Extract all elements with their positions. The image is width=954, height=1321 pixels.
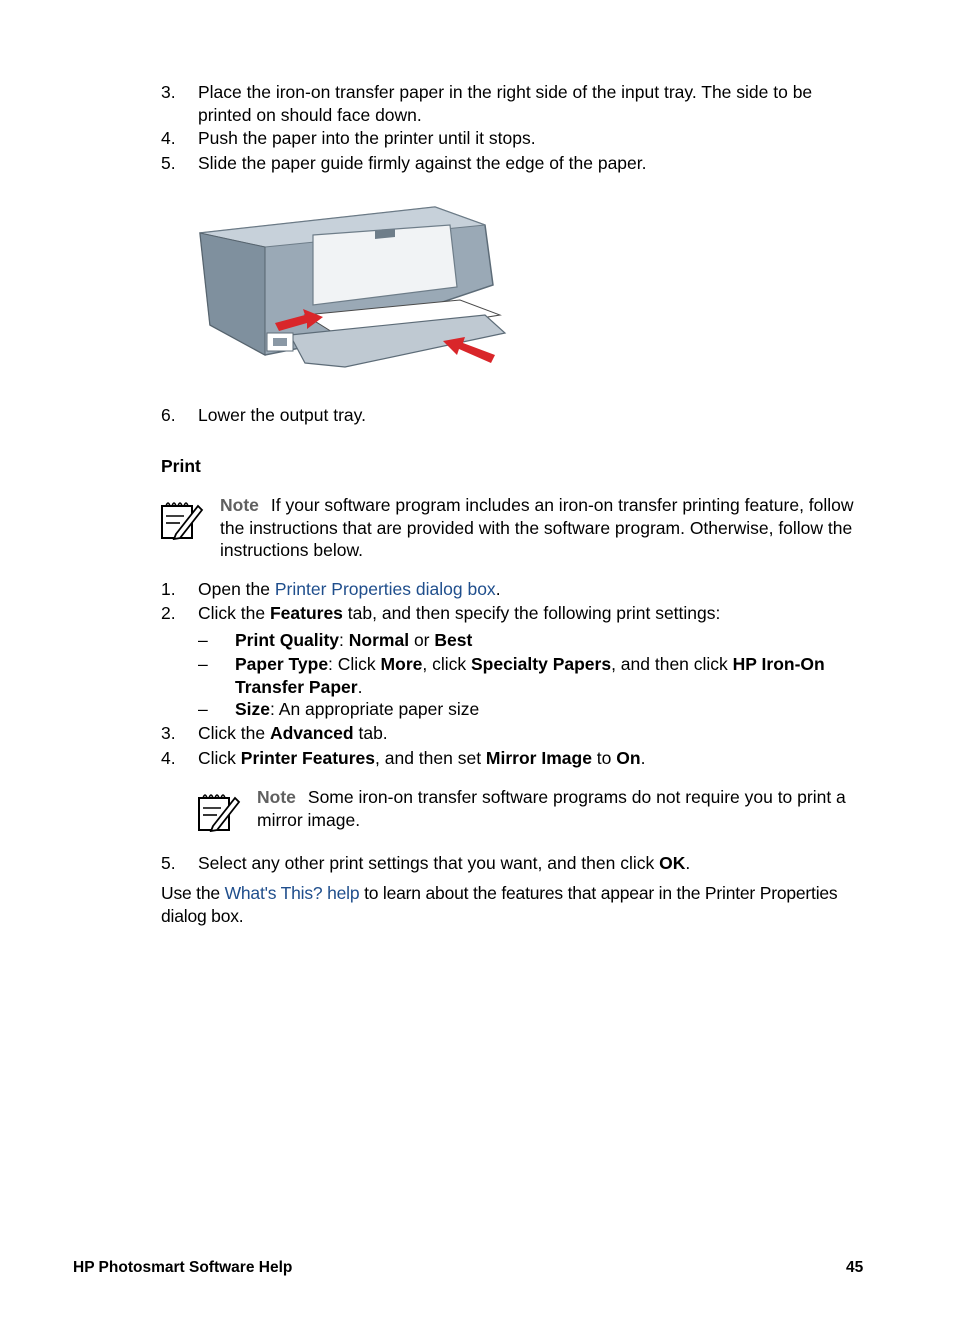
text-run: . <box>495 579 501 599</box>
step-text: Place the iron-on transfer paper in the right side of the input tray. The side to be printed on should face down. <box>198 82 813 125</box>
setting-text <box>235 629 875 652</box>
note-icon <box>160 498 204 540</box>
page-number: 45 <box>846 1259 864 1276</box>
footer-title: HP Photosmart Software Help <box>73 1259 293 1276</box>
text-run: : Click <box>328 654 381 674</box>
step-text <box>198 722 868 745</box>
note-text: If your software program includes an iron-on transfer printing feature, follow the instructions that are provided with the software program. Otherwise, follow the instructions below. <box>220 495 854 560</box>
bold-term: Normal <box>348 630 410 650</box>
step-number: 3. <box>161 723 176 743</box>
setting-text <box>235 653 875 698</box>
note-text: Some iron-on transfer software programs do not require you to print a mirror image. <box>257 787 846 830</box>
whats-this-help-link[interactable]: What's This? help <box>224 883 360 903</box>
step-text <box>198 602 868 625</box>
bold-term: Specialty Papers <box>470 654 612 674</box>
text-run: Select any other print settings that you want, and then click <box>198 853 660 873</box>
step-number: 5. <box>161 153 176 173</box>
dash-bullet: – <box>198 654 208 674</box>
bold-term: Features <box>269 603 343 623</box>
text-run: : <box>339 630 349 650</box>
setting-text <box>235 698 875 721</box>
text-run: Click <box>198 748 241 768</box>
bold-term: Paper Type <box>235 654 329 674</box>
text-run: Click the <box>198 603 270 623</box>
bold-term: Mirror Image <box>485 748 592 768</box>
step-text <box>198 578 868 601</box>
text-run: , and then click <box>611 654 733 674</box>
closing-paragraph <box>161 882 873 927</box>
note-label: Note <box>220 495 259 515</box>
note-icon <box>197 790 241 832</box>
text-run: , click <box>422 654 471 674</box>
step-number: 2. <box>161 603 176 623</box>
step-text: Slide the paper guide firmly against the edge of the paper. <box>198 153 647 173</box>
step-number: 5. <box>161 853 176 873</box>
dash-bullet: – <box>198 699 208 719</box>
step-number: 6. <box>161 405 176 425</box>
bold-term: Printer Features <box>240 748 375 768</box>
text-run: . <box>357 676 363 697</box>
step-text <box>198 852 868 875</box>
note-label: Note <box>257 787 296 807</box>
printer-properties-link[interactable]: Printer Properties dialog box <box>274 579 496 599</box>
step-number: 1. <box>161 579 176 599</box>
text-run: , and then set <box>375 748 486 768</box>
step-number: 4. <box>161 748 176 768</box>
bold-term: More <box>380 654 423 674</box>
text-run: Open the <box>198 579 275 599</box>
printer-illustration <box>195 205 510 373</box>
bold-term: OK <box>659 853 686 873</box>
text-run: . <box>685 853 691 873</box>
step-text: Push the paper into the printer until it stops. <box>198 128 536 148</box>
text-run: : An appropriate paper size <box>270 699 480 719</box>
dash-bullet: – <box>198 630 208 650</box>
bold-term: Best <box>434 630 473 650</box>
bold-term: Size <box>235 699 271 719</box>
step-number: 3. <box>161 82 176 102</box>
bold-term: HP Iron-On Transfer Paper <box>235 654 825 697</box>
text-run: Use the <box>161 883 225 903</box>
text-run: or <box>409 630 435 650</box>
text-run: tab. <box>353 723 388 743</box>
text-run: tab, and then specify the following print settings: <box>342 603 721 623</box>
note-2 <box>257 786 867 831</box>
step-text <box>198 747 868 770</box>
step-text: Lower the output tray. <box>198 405 366 425</box>
text-run: . <box>640 748 646 768</box>
bold-term: Advanced <box>269 723 354 743</box>
text-run: to learn about the features that appear in the Printer Properties dialog box. <box>161 883 838 926</box>
text-run: to <box>591 748 617 768</box>
bold-term: Print Quality <box>235 630 340 650</box>
step-number: 4. <box>161 128 176 148</box>
text-run: Click the <box>198 723 270 743</box>
bold-term: On <box>616 748 641 768</box>
note-1 <box>220 494 865 562</box>
section-heading-print: Print <box>161 456 201 476</box>
